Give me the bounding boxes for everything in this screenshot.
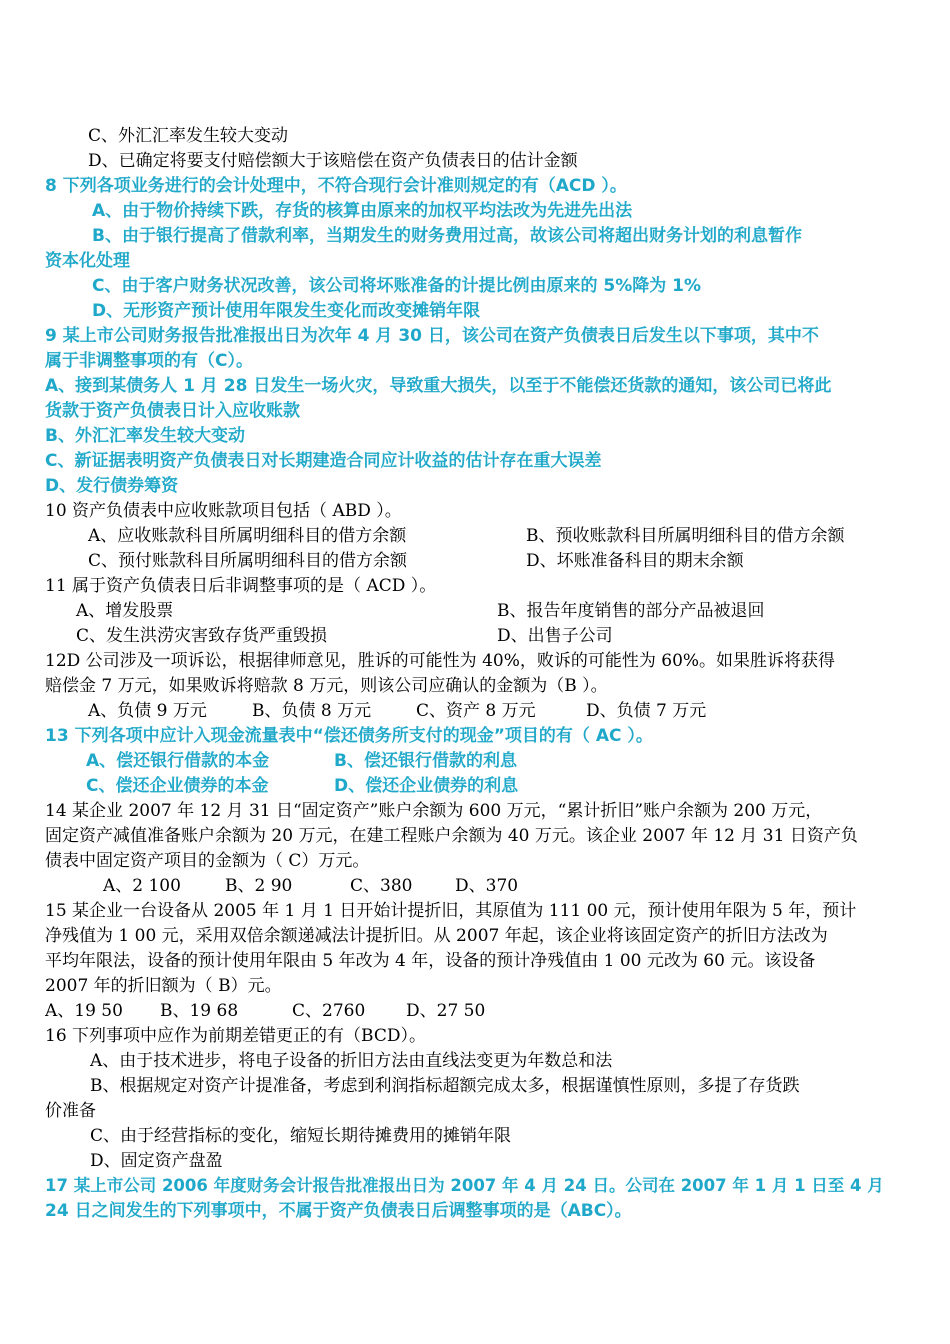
question-9-cont: 属于非调整事项的有（C）。 bbox=[45, 351, 253, 371]
text-line: C、外汇汇率发生较大变动 bbox=[88, 126, 289, 146]
option-a: A、负债 9 万元 bbox=[88, 701, 207, 721]
option-a: A、增发股票 bbox=[76, 601, 174, 621]
option-d: D、固定资产盘盈 bbox=[90, 1151, 223, 1171]
option-line: A、接到某债务人 1 月 28 日发生一场火灾，导致重大损失，以至于不能偿还货款的通知，该公司已将此 bbox=[45, 376, 832, 396]
option-line: D、发行债券筹资 bbox=[45, 476, 179, 496]
question-15: 15 某企业一台设备从 2005 年 1 月 1 日开始计提折旧，其原值为 111 00 元，预计使用年限为 5 年，预计 bbox=[45, 901, 857, 921]
option-c: C、由于经营指标的变化，缩短长期待摊费用的摊销年限 bbox=[90, 1126, 512, 1146]
option-line: 资本化处理 bbox=[45, 251, 130, 271]
option-d: D、出售子公司 bbox=[497, 626, 613, 646]
option-c: C、380 bbox=[350, 876, 413, 896]
option-a: A、19 50 bbox=[45, 1001, 123, 1021]
option-b-cont: 价准备 bbox=[45, 1101, 96, 1121]
option-b: B、报告年度销售的部分产品被退回 bbox=[497, 601, 765, 621]
option-a: A、偿还银行借款的本金 bbox=[86, 751, 270, 771]
question-17-cont: 24 日之间发生的下列事项中，不属于资产负债表日后调整事项的是（ABC）。 bbox=[45, 1201, 632, 1221]
option-line: C、由于客户财务状况改善，该公司将坏账准备的计提比例由原来的 5%降为 1% bbox=[92, 276, 702, 296]
option-a: A、由于技术进步，将电子设备的折旧方法由直线法变更为年数总和法 bbox=[90, 1051, 613, 1071]
option-c: C、偿还企业债券的本金 bbox=[86, 776, 269, 796]
question-10: 10 资产负债表中应收账款项目包括（ ABD ）。 bbox=[45, 501, 402, 521]
question-12-cont: 赔偿金 7 万元，如果败诉将赔款 8 万元，则该公司应确认的金额为（B ）。 bbox=[45, 676, 608, 696]
question-15-cont: 2007 年的折旧额为（ B）元。 bbox=[45, 976, 282, 996]
option-b: B、负债 8 万元 bbox=[252, 701, 372, 721]
option-c: C、2760 bbox=[292, 1001, 366, 1021]
question-13: 13 下列各项中应计入现金流量表中“偿还债务所支付的现金”项目的有（ AC ）。 bbox=[45, 726, 653, 746]
question-15-cont: 平均年限法，设备的预计使用年限由 5 年改为 4 年，设备的预计净残值由 1 00 元改为 60 元。该设备 bbox=[45, 951, 816, 971]
question-14-cont: 债表中固定资产项目的金额为（ C）万元。 bbox=[45, 851, 370, 871]
option-line: A、由于物价持续下跌，存货的核算由原来的加权平均法改为先进先出法 bbox=[92, 201, 633, 221]
option-d: D、370 bbox=[455, 876, 519, 896]
option-d: D、27 50 bbox=[406, 1001, 486, 1021]
question-17: 17 某上市公司 2006 年度财务会计报告批准报出日为 2007 年 4 月 24 日。公司在 2007 年 1 月 1 日至 4 月 bbox=[45, 1176, 884, 1195]
option-c: C、资产 8 万元 bbox=[416, 701, 536, 721]
option-d: D、偿还企业债券的利息 bbox=[334, 776, 519, 796]
question-11: 11 属于资产负债表日后非调整事项的是（ ACD ）。 bbox=[45, 576, 437, 596]
option-line: D、无形资产预计使用年限发生变化而改变摊销年限 bbox=[92, 301, 481, 321]
option-line: C、新证据表明资产负债表日对长期建造合同应计收益的估计存在重大误差 bbox=[45, 451, 602, 471]
option-a: A、应收账款科目所属明细科目的借方余额 bbox=[88, 526, 407, 546]
option-d: D、坏账准备科目的期末余额 bbox=[526, 551, 744, 571]
option-line: B、外汇汇率发生较大变动 bbox=[45, 426, 245, 446]
question-12: 12D 公司涉及一项诉讼，根据律师意见，胜诉的可能性为 40%，败诉的可能性为 60%。如果胜诉将获得 bbox=[45, 651, 836, 671]
option-d: D、负债 7 万元 bbox=[586, 701, 707, 721]
option-a: A、2 100 bbox=[103, 876, 181, 896]
question-15-cont: 净残值为 1 00 元，采用双倍余额递减法计提折旧。从 2007 年起，该企业将该固定资产的折旧方法改为 bbox=[45, 926, 828, 946]
option-b: B、19 68 bbox=[160, 1001, 239, 1021]
option-line: 货款于资产负债表日计入应收账款 bbox=[45, 401, 300, 421]
option-c: C、预付账款科目所属明细科目的借方余额 bbox=[88, 551, 408, 571]
option-b: B、预收账款科目所属明细科目的借方余额 bbox=[526, 526, 845, 546]
option-c: C、发生洪涝灾害致存货严重毁损 bbox=[76, 626, 328, 646]
text-line: D、已确定将要支付赔偿额大于该赔偿在资产负债表日的估计金额 bbox=[88, 151, 578, 171]
question-16: 16 下列事项中应作为前期差错更正的有（BCD）。 bbox=[45, 1026, 426, 1046]
question-14: 14 某企业 2007 年 12 月 31 日“固定资产”账户余额为 600 万元，“累计折旧”账户余额为 200 万元， bbox=[45, 801, 823, 821]
question-14-cont: 固定资产减值准备账户余额为 20 万元，在建工程账户余额为 40 万元。该企业 2007 年 12 月 31 日资产负 bbox=[45, 826, 858, 846]
question-9: 9 某上市公司财务报告批准报出日为次年 4 月 30 日，该公司在资产负债表日后发生以下事项，其中不 bbox=[45, 326, 819, 346]
question-8: 8 下列各项业务进行的会计处理中，不符合现行会计准则规定的有（ACD ）。 bbox=[45, 176, 627, 196]
option-line: B、由于银行提高了借款利率，当期发生的财务费用过高，故该公司将超出财务计划的利息暂作 bbox=[92, 226, 802, 246]
option-b: B、2 90 bbox=[225, 876, 293, 896]
option-b: B、根据规定对资产计提准备，考虑到利润指标超额完成太多，根据谨慎性原则，多提了存货跌 bbox=[90, 1076, 800, 1096]
option-b: B、偿还银行借款的利息 bbox=[334, 751, 517, 771]
